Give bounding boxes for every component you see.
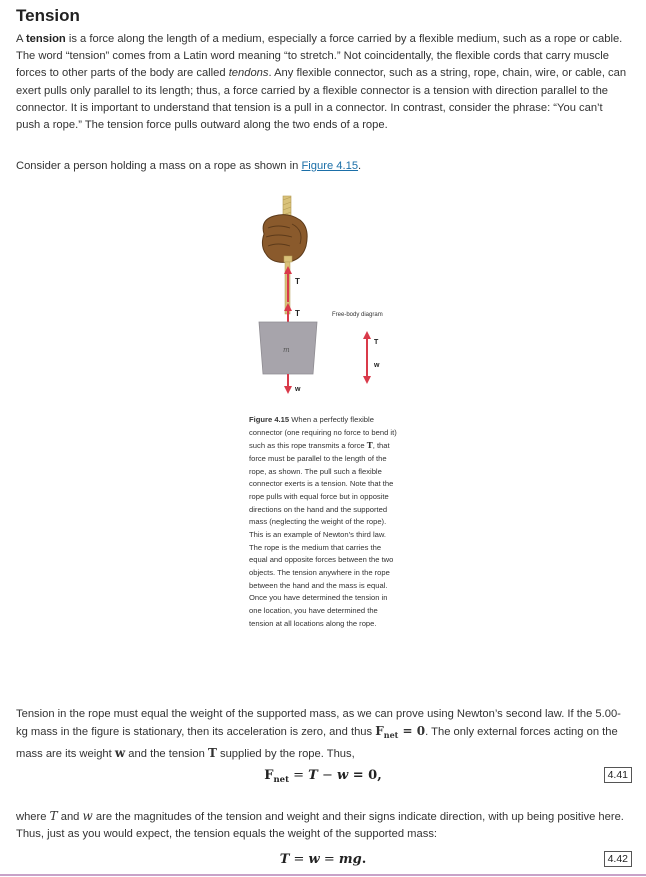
p2-w: w bbox=[114, 745, 126, 760]
p2-a: Tension in the rope must equal the weight of the supported mass, as we can prove using Newton’s second law. If the 5.00-kg mass in the figure is stationary, then its acceleration is zero, and thus bbox=[16, 708, 621, 739]
fbd-label-t: T bbox=[374, 339, 379, 346]
eq2-equals-1: = bbox=[289, 852, 309, 867]
equation-number-4-42: 4.42 bbox=[604, 851, 632, 867]
p2-fnet: F bbox=[375, 724, 384, 739]
p3-b: are the magnitudes of the tension and weight and their signs indicate direction, with up being positive here. Thus, just as you would expect, the tension equals the weight of the supported mass: bbox=[16, 811, 624, 841]
eq2-end: . bbox=[361, 852, 367, 867]
equation-number-4-41: 4.41 bbox=[604, 767, 632, 783]
p2-d: supplied by the rope. Thus, bbox=[216, 747, 355, 760]
newton-paragraph bbox=[16, 706, 630, 763]
eq1-F: F bbox=[264, 768, 274, 783]
intro-text-2: is a force along the length of a medium, especially a force carried by a flexible medium, such as a rope or cable. The word “tension” comes from a Latin word meaning “to stretch.” Not coincidentally, the flexible cords that carry muscle forces to other parts of the body are called bbox=[16, 33, 623, 80]
caption-label: Figure 4.15 bbox=[249, 415, 290, 424]
p2-fnet-sub: net bbox=[383, 730, 399, 741]
equation-4-42 bbox=[0, 851, 646, 871]
eq1-rest: = 0, bbox=[348, 768, 382, 783]
fbd-weight-arrow bbox=[363, 360, 371, 384]
equation-4-42-body bbox=[0, 852, 646, 867]
tension-term: tension bbox=[25, 33, 66, 45]
p3-and: and bbox=[57, 811, 83, 823]
label-m: m bbox=[283, 346, 290, 354]
p2-b: . The only external forces acting on the mass are its weight bbox=[16, 726, 618, 760]
intro-paragraph bbox=[16, 31, 630, 134]
fbd-title: Free-body diagram bbox=[332, 312, 383, 318]
p2-eq-zero: = 0 bbox=[398, 724, 426, 739]
eq2-w: w bbox=[308, 852, 320, 867]
label-w: w bbox=[295, 386, 301, 393]
eq1-w: w bbox=[337, 768, 349, 783]
tendons-term: tendons bbox=[228, 67, 269, 80]
p2-c: and the tension bbox=[125, 747, 208, 760]
weight-arrow bbox=[284, 374, 292, 394]
intro-text-1: A bbox=[16, 33, 26, 45]
p3-T: T bbox=[49, 809, 58, 823]
figure-caption bbox=[249, 414, 401, 630]
label-t-mass: T bbox=[295, 309, 300, 318]
fbd-tension-arrow bbox=[363, 331, 371, 360]
p2-T: T bbox=[207, 745, 217, 760]
figure-4-15-illustration bbox=[244, 190, 414, 412]
equation-4-41-body bbox=[0, 768, 646, 785]
caption-text-a: When a perfectly flexible connector (one requiring no force to bend it) such as this rope transmits a force bbox=[249, 415, 397, 451]
label-t-hand: T bbox=[295, 277, 300, 286]
magnitudes-paragraph bbox=[16, 808, 630, 843]
eq1-equals: = bbox=[289, 768, 309, 783]
eq2-equals-2: = bbox=[319, 852, 339, 867]
section-title: Tension bbox=[16, 6, 80, 25]
p3-w: w bbox=[82, 809, 93, 823]
equation-4-41 bbox=[0, 767, 646, 787]
eq1-sub: net bbox=[273, 775, 289, 785]
p3-a: where bbox=[16, 811, 50, 823]
eq1-minus: − bbox=[317, 768, 338, 783]
eq2-T: T bbox=[279, 852, 290, 867]
bottom-divider bbox=[0, 874, 646, 876]
hand-illustration bbox=[262, 215, 307, 263]
intro-text-3: . Any flexible connector, such as a string, rope, chain, wire, or cable, can exert pulls only parallel to its length; thus, a force carried by a flexible connector is a tension with direction parallel to the connector. It is important to understand that tension is a pull in a connector. In contrast, consider the phrase: “You can’t push a rope.” The tension force pulls outward along the two ends of a rope. bbox=[16, 67, 627, 132]
fbd-label-w: w bbox=[374, 362, 380, 369]
consider-end: . bbox=[358, 160, 362, 172]
consider-text: Consider a person holding a mass on a rope as shown in bbox=[16, 160, 302, 172]
caption-text-b: , that force must be parallel to the length of the rope, as shown. The pull such a flexible connector exerts is a tension. Note that the rope pulls with equal force but in opposite directions on the hand and the supported mass (neglecting the weight of the rope). This is an example of Newton’s third law. The rope is the medium that carries the equal and opposite forces between the two objects. The tension anywhere in the rope between the hand and the mass is equal. Once you have determined the tension in one location, you have determined the tension at all locations along the rope. bbox=[249, 441, 394, 628]
caption-T: T bbox=[366, 440, 373, 451]
eq1-T: T bbox=[308, 768, 318, 783]
consider-paragraph bbox=[16, 158, 630, 175]
figure-4-15-link[interactable]: Figure 4.15 bbox=[301, 160, 359, 172]
eq2-mg: mg bbox=[338, 852, 362, 867]
